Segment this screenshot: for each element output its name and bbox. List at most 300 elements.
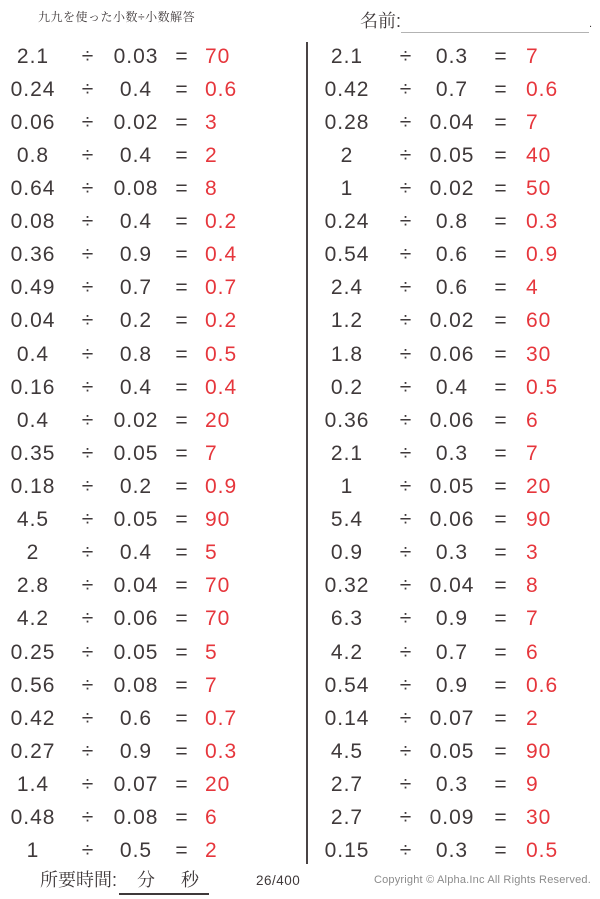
problem-row	[307, 239, 600, 272]
problem-row	[307, 835, 600, 868]
dividend: 4.2	[330, 640, 364, 664]
divide-sign: ÷	[399, 210, 413, 234]
answer: 3	[526, 541, 539, 565]
dividend: 0.35	[10, 441, 56, 465]
equals-sign: =	[175, 541, 189, 565]
equals-sign: =	[494, 77, 508, 101]
problem-row	[0, 735, 307, 768]
answer: 9	[526, 772, 539, 796]
answer: 90	[526, 508, 552, 532]
dividend: 2.1	[330, 44, 364, 68]
equals-sign: =	[494, 243, 508, 267]
divisor: 0.9	[435, 673, 469, 697]
divisor: 0.4	[119, 375, 153, 399]
problem-row	[0, 835, 307, 868]
equals-sign: =	[494, 541, 508, 565]
divisor: 0.4	[119, 143, 153, 167]
equals-sign: =	[494, 474, 508, 498]
divisor: 0.7	[435, 77, 469, 101]
answer: 0.5	[526, 375, 559, 399]
answer: 0.4	[205, 375, 238, 399]
answer: 2	[526, 706, 539, 730]
divisor: 0.2	[119, 474, 153, 498]
problem-row	[0, 371, 307, 404]
dividend: 0.32	[324, 574, 370, 598]
equals-sign: =	[175, 574, 189, 598]
divide-sign: ÷	[81, 210, 95, 234]
divisor: 0.9	[119, 243, 153, 267]
problem-row	[307, 537, 600, 570]
equals-sign: =	[175, 839, 189, 863]
answer: 6	[205, 806, 218, 830]
name-label: 名前:	[360, 11, 402, 31]
answer: 20	[205, 772, 231, 796]
dividend: 4.2	[16, 607, 50, 631]
dividend: 2	[26, 541, 40, 565]
problem-row	[0, 768, 307, 801]
problem-row	[307, 504, 600, 537]
divide-sign: ÷	[399, 408, 413, 432]
answer: 0.4	[205, 243, 238, 267]
divide-sign: ÷	[81, 772, 95, 796]
divisor: 0.07	[429, 706, 475, 730]
name-blank-line	[401, 13, 589, 33]
answer: 0.7	[205, 276, 238, 300]
time-blank-line	[119, 866, 209, 895]
dividend: 0.8	[16, 143, 50, 167]
divide-sign: ÷	[81, 143, 95, 167]
dividend: 2	[340, 143, 354, 167]
equals-sign: =	[494, 309, 508, 333]
dividend: 0.27	[10, 739, 56, 763]
divide-sign: ÷	[81, 474, 95, 498]
dividend: 0.28	[324, 110, 370, 134]
dividend: 0.24	[10, 77, 56, 101]
equals-sign: =	[494, 44, 508, 68]
equals-sign: =	[175, 806, 189, 830]
dividend: 0.25	[10, 640, 56, 664]
problem-row	[307, 802, 600, 835]
equals-sign: =	[175, 44, 189, 68]
dividend: 0.36	[324, 408, 370, 432]
equals-sign: =	[175, 673, 189, 697]
time-required-field	[40, 866, 209, 895]
problem-row	[0, 239, 307, 272]
divisor: 0.3	[435, 441, 469, 465]
divide-sign: ÷	[399, 375, 413, 399]
problem-row	[307, 106, 600, 139]
dividend: 0.64	[10, 176, 56, 200]
divisor: 0.8	[119, 342, 153, 366]
divide-sign: ÷	[399, 110, 413, 134]
problem-row	[0, 669, 307, 702]
equals-sign: =	[494, 574, 508, 598]
problem-row	[0, 338, 307, 371]
equals-sign: =	[175, 607, 189, 631]
dividend: 2.1	[16, 44, 50, 68]
seconds-label: 秒	[181, 870, 200, 890]
divide-sign: ÷	[399, 143, 413, 167]
divisor: 0.05	[429, 143, 475, 167]
equals-sign: =	[494, 839, 508, 863]
divisor: 0.09	[429, 806, 475, 830]
equals-sign: =	[494, 441, 508, 465]
problem-row	[0, 603, 307, 636]
answer: 7	[526, 44, 539, 68]
answer: 0.6	[526, 77, 559, 101]
column-divider-line	[306, 42, 308, 864]
divisor: 0.06	[429, 508, 475, 532]
dividend: 4.5	[330, 739, 364, 763]
problem-row	[0, 272, 307, 305]
equals-sign: =	[494, 508, 508, 532]
divisor: 0.2	[119, 309, 153, 333]
divide-sign: ÷	[81, 673, 95, 697]
answer: 0.3	[526, 210, 559, 234]
problem-row	[307, 768, 600, 801]
answer: 0.3	[205, 739, 238, 763]
divide-sign: ÷	[81, 110, 95, 134]
problem-row	[307, 702, 600, 735]
divide-sign: ÷	[399, 772, 413, 796]
answer: 90	[526, 739, 552, 763]
problem-row	[307, 735, 600, 768]
divide-sign: ÷	[81, 574, 95, 598]
problem-row	[307, 172, 600, 205]
divisor: 0.3	[435, 541, 469, 565]
divisor: 0.02	[113, 110, 159, 134]
answer: 6	[526, 408, 539, 432]
dividend: 0.24	[324, 210, 370, 234]
divide-sign: ÷	[81, 706, 95, 730]
problem-row	[307, 437, 600, 470]
dividend: 0.49	[10, 276, 56, 300]
dividend: 5.4	[330, 508, 364, 532]
dividend: 2.7	[330, 806, 364, 830]
problem-row	[0, 802, 307, 835]
dividend: 0.4	[16, 408, 50, 432]
equals-sign: =	[175, 243, 189, 267]
divisor: 0.06	[429, 342, 475, 366]
dividend: 0.04	[10, 309, 56, 333]
problem-row	[0, 106, 307, 139]
divide-sign: ÷	[399, 607, 413, 631]
divisor: 0.04	[429, 110, 475, 134]
equals-sign: =	[175, 441, 189, 465]
divisor: 0.05	[113, 640, 159, 664]
problem-row	[307, 603, 600, 636]
dividend: 2.1	[330, 441, 364, 465]
equals-sign: =	[175, 176, 189, 200]
equals-sign: =	[494, 806, 508, 830]
divide-sign: ÷	[399, 706, 413, 730]
answer: 20	[205, 408, 231, 432]
divisor: 0.3	[435, 839, 469, 863]
divide-sign: ÷	[81, 375, 95, 399]
divisor: 0.05	[113, 441, 159, 465]
problem-row	[307, 669, 600, 702]
divide-sign: ÷	[81, 739, 95, 763]
problem-row	[307, 371, 600, 404]
answer: 70	[205, 574, 231, 598]
divide-sign: ÷	[81, 607, 95, 631]
divisor: 0.04	[429, 574, 475, 598]
divide-sign: ÷	[399, 77, 413, 101]
problem-row	[0, 305, 307, 338]
divisor: 0.4	[435, 375, 469, 399]
divisor: 0.7	[435, 640, 469, 664]
divide-sign: ÷	[399, 640, 413, 664]
divide-sign: ÷	[399, 739, 413, 763]
dividend: 1.4	[16, 772, 50, 796]
problem-row	[307, 305, 600, 338]
divide-sign: ÷	[81, 342, 95, 366]
dividend: 0.36	[10, 243, 56, 267]
dividend: 0.9	[330, 541, 364, 565]
divisor: 0.08	[113, 673, 159, 697]
answer: 7	[205, 673, 218, 697]
divisor: 0.07	[113, 772, 159, 796]
answer: 7	[526, 441, 539, 465]
equals-sign: =	[175, 474, 189, 498]
problem-row	[307, 272, 600, 305]
minutes-label: 分	[137, 870, 156, 890]
problem-row	[0, 537, 307, 570]
dividend: 6.3	[330, 607, 364, 631]
divisor: 0.6	[435, 243, 469, 267]
dividend: 2.7	[330, 772, 364, 796]
equals-sign: =	[175, 706, 189, 730]
problem-row	[307, 139, 600, 172]
divisor: 0.9	[435, 607, 469, 631]
divisor: 0.05	[429, 474, 475, 498]
divisor: 0.4	[119, 541, 153, 565]
divide-sign: ÷	[81, 806, 95, 830]
divide-sign: ÷	[399, 176, 413, 200]
problem-row	[307, 636, 600, 669]
answer: 30	[526, 342, 552, 366]
answer: 0.2	[205, 309, 238, 333]
dividend: 1	[26, 839, 40, 863]
equals-sign: =	[494, 375, 508, 399]
problem-row	[307, 40, 600, 73]
answer: 0.5	[205, 342, 238, 366]
equals-sign: =	[494, 342, 508, 366]
answer: 8	[205, 176, 218, 200]
dividend: 0.54	[324, 243, 370, 267]
problem-row	[0, 504, 307, 537]
dividend: 1	[340, 474, 354, 498]
equals-sign: =	[494, 739, 508, 763]
answer: 7	[526, 110, 539, 134]
divide-sign: ÷	[399, 574, 413, 598]
answer: 0.6	[526, 673, 559, 697]
dividend: 0.14	[324, 706, 370, 730]
answer: 70	[205, 607, 231, 631]
problem-row	[0, 139, 307, 172]
equals-sign: =	[175, 276, 189, 300]
divide-sign: ÷	[81, 640, 95, 664]
page-title: 九九を使った小数÷小数解答	[38, 10, 196, 24]
equals-sign: =	[175, 508, 189, 532]
answer: 7	[526, 607, 539, 631]
equals-sign: =	[175, 143, 189, 167]
equals-sign: =	[175, 772, 189, 796]
divisor: 0.4	[119, 210, 153, 234]
dividend: 1	[340, 176, 354, 200]
problems-area	[0, 40, 600, 868]
answer: 2	[205, 143, 218, 167]
divide-sign: ÷	[81, 309, 95, 333]
problem-row	[0, 470, 307, 503]
problem-row	[0, 636, 307, 669]
divide-sign: ÷	[399, 342, 413, 366]
answer: 0.5	[526, 839, 559, 863]
equals-sign: =	[494, 706, 508, 730]
divisor: 0.05	[113, 508, 159, 532]
divisor: 0.02	[429, 309, 475, 333]
answer: 5	[205, 640, 218, 664]
equals-sign: =	[494, 607, 508, 631]
divide-sign: ÷	[81, 77, 95, 101]
divisor: 0.7	[119, 276, 153, 300]
equals-sign: =	[175, 640, 189, 664]
dividend: 0.18	[10, 474, 56, 498]
divide-sign: ÷	[399, 309, 413, 333]
problem-row	[0, 570, 307, 603]
answer: 30	[526, 806, 552, 830]
dividend: 0.42	[324, 77, 370, 101]
divisor: 0.4	[119, 77, 153, 101]
divide-sign: ÷	[81, 276, 95, 300]
dividend: 2.8	[16, 574, 50, 598]
equals-sign: =	[494, 673, 508, 697]
divisor: 0.08	[113, 806, 159, 830]
divide-sign: ÷	[399, 806, 413, 830]
answer: 40	[526, 143, 552, 167]
equals-sign: =	[175, 408, 189, 432]
problem-row	[307, 470, 600, 503]
divisor: 0.04	[113, 574, 159, 598]
dividend: 0.2	[330, 375, 364, 399]
divide-sign: ÷	[399, 508, 413, 532]
divisor: 0.3	[435, 772, 469, 796]
answer: 70	[205, 44, 231, 68]
divisor: 0.02	[113, 408, 159, 432]
copyright-text: Copyright © Alpha.Inc All Rights Reserved.	[373, 874, 591, 886]
equals-sign: =	[494, 110, 508, 134]
divide-sign: ÷	[399, 541, 413, 565]
dividend: 2.4	[330, 276, 364, 300]
divide-sign: ÷	[399, 44, 413, 68]
problem-row	[307, 570, 600, 603]
divide-sign: ÷	[399, 474, 413, 498]
equals-sign: =	[494, 408, 508, 432]
answer: 0.2	[205, 210, 238, 234]
problem-row	[307, 206, 600, 239]
equals-sign: =	[494, 276, 508, 300]
time-required-label: 所要時間:	[40, 870, 118, 890]
problem-row	[0, 206, 307, 239]
problem-row	[0, 172, 307, 205]
equals-sign: =	[175, 739, 189, 763]
problem-row	[307, 73, 600, 106]
divisor: 0.9	[119, 739, 153, 763]
answer: 0.7	[205, 706, 238, 730]
answer: 2	[205, 839, 218, 863]
problems-column-right	[307, 40, 600, 868]
equals-sign: =	[494, 640, 508, 664]
equals-sign: =	[494, 143, 508, 167]
dividend: 0.15	[324, 839, 370, 863]
divisor: 0.06	[429, 408, 475, 432]
divide-sign: ÷	[81, 508, 95, 532]
dividend: 0.08	[10, 210, 56, 234]
answer: 0.6	[205, 77, 238, 101]
divisor: 0.02	[429, 176, 475, 200]
name-field	[360, 7, 592, 33]
problem-row	[0, 404, 307, 437]
answer: 50	[526, 176, 552, 200]
equals-sign: =	[175, 309, 189, 333]
divide-sign: ÷	[81, 176, 95, 200]
answer: 5	[205, 541, 218, 565]
divide-sign: ÷	[399, 839, 413, 863]
answer: 8	[526, 574, 539, 598]
divide-sign: ÷	[81, 44, 95, 68]
equals-sign: =	[175, 210, 189, 234]
equals-sign: =	[494, 772, 508, 796]
answer: 3	[205, 110, 218, 134]
divide-sign: ÷	[81, 408, 95, 432]
divisor: 0.08	[113, 176, 159, 200]
answer: 0.9	[205, 474, 238, 498]
divide-sign: ÷	[399, 673, 413, 697]
dividend: 0.4	[16, 342, 50, 366]
divisor: 0.8	[435, 210, 469, 234]
problem-row	[0, 437, 307, 470]
problem-row	[307, 404, 600, 437]
dividend: 0.56	[10, 673, 56, 697]
problem-row	[0, 702, 307, 735]
divisor: 0.05	[429, 739, 475, 763]
divisor: 0.6	[119, 706, 153, 730]
dividend: 0.54	[324, 673, 370, 697]
equals-sign: =	[175, 342, 189, 366]
divide-sign: ÷	[81, 541, 95, 565]
divisor: 0.3	[435, 44, 469, 68]
divide-sign: ÷	[81, 243, 95, 267]
page-number: 26/400	[256, 873, 301, 888]
divisor: 0.03	[113, 44, 159, 68]
dividend: 4.5	[16, 508, 50, 532]
answer: 60	[526, 309, 552, 333]
problems-column-left	[0, 40, 307, 868]
divisor: 0.5	[119, 839, 153, 863]
divide-sign: ÷	[399, 276, 413, 300]
equals-sign: =	[175, 375, 189, 399]
dividend: 0.06	[10, 110, 56, 134]
problem-row	[307, 338, 600, 371]
answer: 0.9	[526, 243, 559, 267]
equals-sign: =	[175, 110, 189, 134]
problem-row	[0, 40, 307, 73]
divide-sign: ÷	[399, 243, 413, 267]
answer: 4	[526, 276, 539, 300]
dividend: 0.42	[10, 706, 56, 730]
answer: 90	[205, 508, 231, 532]
name-line-period: .	[589, 18, 593, 30]
